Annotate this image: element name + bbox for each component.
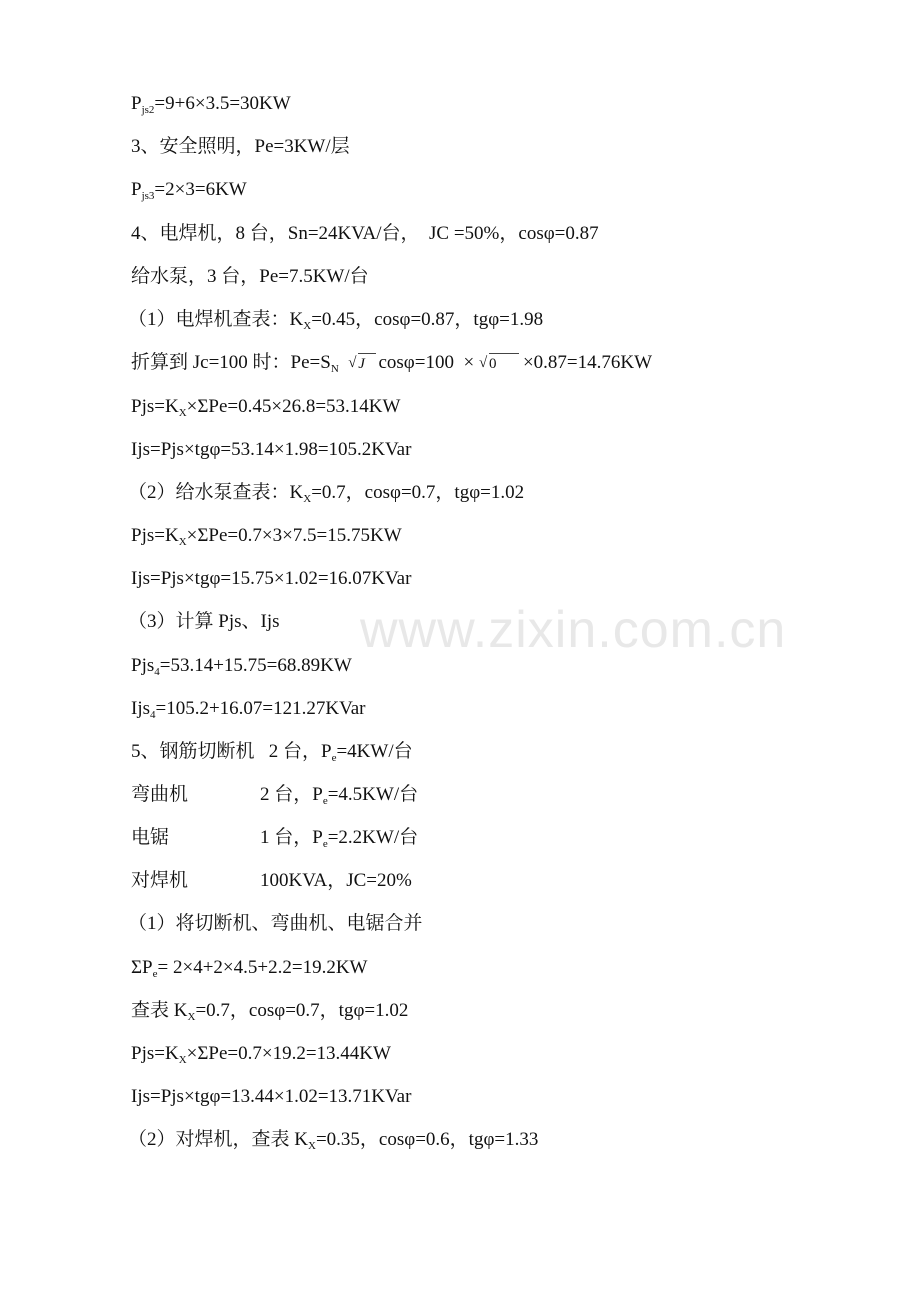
section-4-heading: 4、电焊机，8 台，Sn=24KVA/台， JC =50%，cosφ=0.87: [131, 223, 599, 244]
equipment-name: 弯曲机: [131, 784, 189, 805]
butt-welder-spec: [131, 869, 631, 893]
text: Ijs: [131, 698, 150, 719]
merged-ijs: Ijs=Pjs×tgφ=13.44×1.02=13.71KVar: [131, 1086, 412, 1107]
text: （1）电焊机查表：K: [128, 309, 304, 330]
subscript: X: [303, 493, 312, 505]
text: =4KW/台: [336, 741, 413, 762]
text: =105.2+16.07=121.27KVar: [155, 698, 366, 719]
subscript: X: [187, 1011, 196, 1023]
merge-heading: （1）将切断机、弯曲机、电锯合并: [128, 913, 423, 934]
text: ×0.87=14.76KW: [522, 352, 653, 373]
text: ×ΣPe=0.45×26.8=53.14KW: [186, 396, 401, 417]
sqrt-symbol: √ 0: [479, 352, 523, 376]
text: ΣP: [131, 957, 153, 978]
water-pump-spec: 给水泵，3 台，Pe=7.5KW/台: [131, 266, 369, 287]
text: 2 台，P: [260, 784, 323, 805]
formula-ijs4: [131, 697, 366, 721]
text: 5、钢筋切断机 2 台，P: [131, 741, 332, 762]
equipment-name: 电锯: [131, 827, 170, 848]
sqrt-radicand: J: [358, 356, 365, 372]
text: =53.14+15.75=68.89KW: [159, 655, 352, 676]
text: =2.2KW/台: [327, 827, 419, 848]
merged-pjs: [131, 1042, 391, 1066]
sum-pe: [131, 956, 367, 980]
text: 1 台，P: [260, 827, 323, 848]
welder-pjs: [131, 395, 400, 419]
pump-table-lookup: [128, 481, 524, 505]
subscript: e: [322, 795, 328, 807]
text: Pjs: [131, 655, 155, 676]
text: P: [131, 179, 142, 200]
subscript: js3: [141, 190, 155, 202]
equipment-name: 对焊机: [131, 870, 189, 891]
saw-spec: [131, 826, 631, 850]
text: =9+6×3.5=30KW: [154, 93, 291, 114]
subscript: js2: [141, 104, 155, 116]
watermark: www.zixin.com.cn: [360, 601, 787, 659]
section-5-heading: [131, 740, 413, 764]
subscript: 4: [154, 666, 160, 678]
subscript: N: [330, 363, 339, 375]
text: cosφ=100 ×: [378, 352, 475, 373]
welder-table-lookup: [128, 308, 543, 332]
subscript: X: [178, 407, 187, 419]
text: = 2×4+2×4.5+2.2=19.2KW: [157, 957, 368, 978]
text: Pjs=K: [131, 396, 179, 417]
sqrt-symbol: √ J: [348, 352, 369, 376]
text: =4.5KW/台: [327, 784, 419, 805]
welder-conversion: [131, 351, 652, 376]
formula-pjs3: [131, 178, 247, 202]
subscript: X: [178, 1054, 187, 1066]
text: 查表 K: [131, 1000, 188, 1021]
text: ×ΣPe=0.7×19.2=13.44KW: [186, 1043, 391, 1064]
subscript: 4: [150, 709, 156, 721]
text: =2×3=6KW: [154, 179, 247, 200]
section-3-heading: 3、安全照明，Pe=3KW/层: [131, 136, 350, 157]
text: （2）给水泵查表：K: [128, 482, 304, 503]
text: =0.45，cosφ=0.87，tgφ=1.98: [311, 309, 544, 330]
text: 折算到 Jc=100 时：Pe=S: [131, 352, 331, 373]
subscript: e: [152, 968, 158, 980]
text: Pjs=K: [131, 525, 179, 546]
text: ×ΣPe=0.7×3×7.5=15.75KW: [186, 525, 402, 546]
formula-pjs4: [131, 654, 352, 678]
sqrt-radicand: 0: [488, 356, 497, 372]
text: （2）对焊机，查表 K: [128, 1129, 308, 1150]
text: Pjs=K: [131, 1043, 179, 1064]
text: P: [131, 93, 142, 114]
pump-ijs: Ijs=Pjs×tgφ=15.75×1.02=16.07KVar: [131, 568, 412, 589]
text: 100KVA，JC=20%: [260, 870, 412, 891]
subscript: X: [303, 320, 312, 332]
subscript: X: [178, 536, 187, 548]
subscript: X: [307, 1140, 316, 1152]
pump-pjs: [131, 524, 402, 548]
text: =0.35，cosφ=0.6，tgφ=1.33: [315, 1129, 539, 1150]
subscript: e: [322, 838, 328, 850]
bender-spec: [131, 783, 631, 807]
text: =0.7，cosφ=0.7，tgφ=1.02: [195, 1000, 409, 1021]
butt-welder-lookup: [128, 1128, 538, 1152]
formula-pjs2: [131, 92, 291, 116]
text: =0.7，cosφ=0.7，tgφ=1.02: [311, 482, 525, 503]
calc-heading: （3）计算 Pjs、Ijs: [128, 611, 280, 632]
subscript: e: [331, 752, 337, 764]
merged-table-lookup: [131, 999, 408, 1023]
welder-ijs: Ijs=Pjs×tgφ=53.14×1.98=105.2KVar: [131, 439, 412, 460]
